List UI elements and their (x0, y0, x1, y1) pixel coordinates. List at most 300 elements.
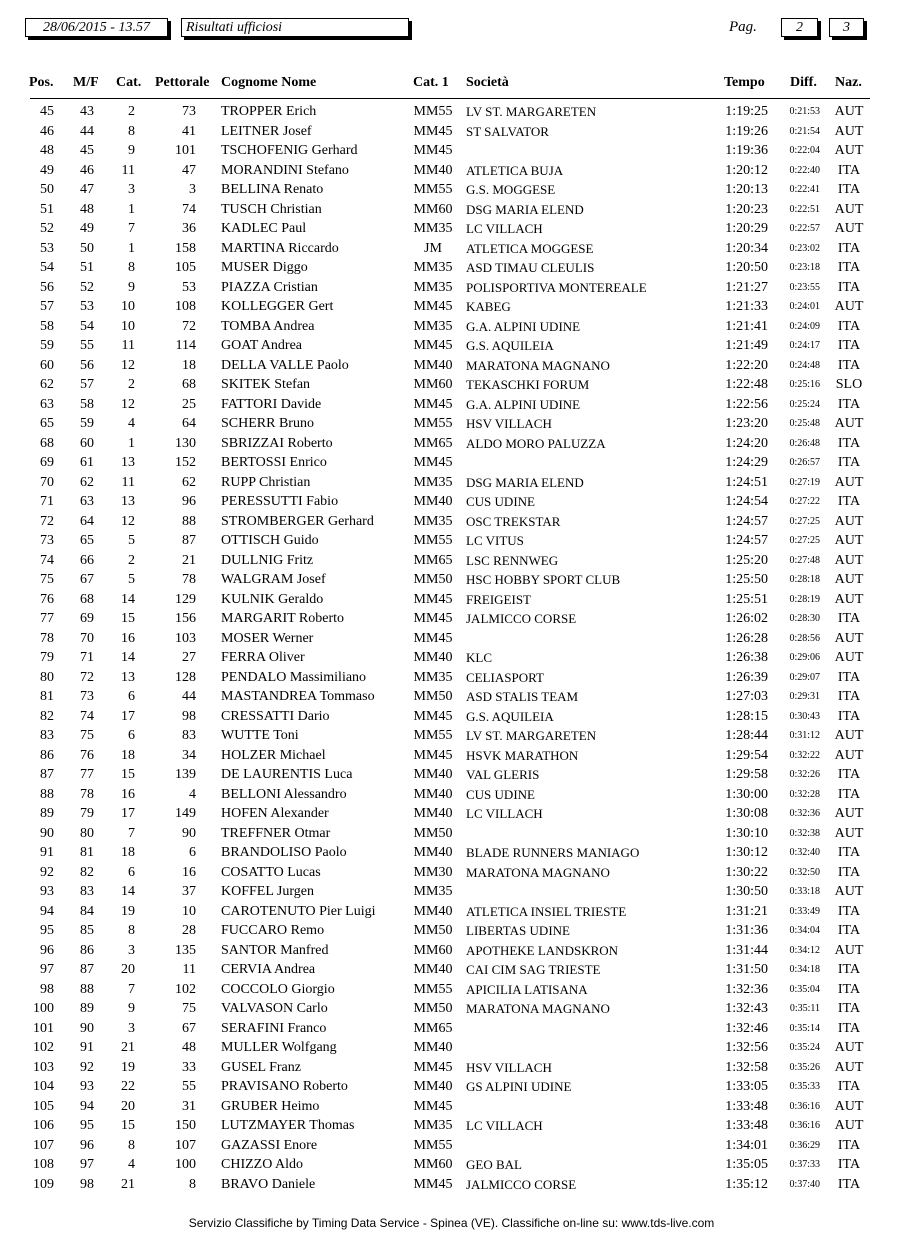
cell-cat1: MM65 (413, 435, 453, 451)
cell-cat: 1 (128, 435, 135, 451)
cell-club: APICILIA LATISANA (466, 981, 588, 997)
cell-club: ALDO MORO PALUZZA (466, 435, 606, 451)
cell-cat1: MM45 (413, 338, 453, 353)
cell-cat: 5 (128, 533, 135, 548)
cell-diff: 0:34:12 (789, 944, 820, 956)
table-row (0, 1039, 903, 1059)
cell-time: 1:31:21 (725, 903, 768, 919)
cell-nat: AUT (834, 533, 864, 548)
cell-pos: 76 (40, 591, 54, 607)
cell-bib: 68 (182, 377, 196, 392)
cell-club: CELIASPORT (466, 669, 544, 685)
cell-mf: 50 (80, 240, 94, 256)
cell-diff: 0:33:18 (789, 886, 820, 897)
cell-time: 1:30:50 (725, 884, 768, 899)
table-row (0, 727, 903, 747)
table-row (0, 454, 903, 474)
cell-mf: 85 (80, 923, 94, 938)
cell-diff: 0:24:09 (789, 320, 820, 332)
cell-club: ATLETICA BUJA (466, 162, 564, 178)
cell-pos: 68 (40, 435, 54, 451)
cell-nat: ITA (837, 1001, 861, 1016)
cell-diff: 0:21:54 (789, 125, 820, 137)
cell-name: CAROTENUTO Pier Luigi (221, 903, 376, 919)
cell-time: 1:24:20 (725, 435, 768, 451)
cell-pos: 108 (33, 1157, 54, 1172)
cell-mf: 49 (80, 221, 94, 236)
cell-diff: 0:32:26 (789, 769, 820, 780)
cell-bib: 28 (182, 923, 196, 938)
cell-diff: 0:27:22 (789, 496, 820, 507)
cell-club: KLC (466, 650, 492, 665)
table-row (0, 571, 903, 591)
cell-name: CRESSATTI Dario (221, 708, 330, 724)
cell-mf: 68 (80, 591, 94, 607)
cell-cat: 19 (121, 903, 135, 919)
cell-mf: 48 (80, 201, 94, 217)
cell-nat: AUT (834, 728, 864, 743)
cell-cat1: MM40 (413, 494, 453, 509)
col-nat: Naz. (835, 75, 862, 90)
col-bib: Pettorale (155, 75, 210, 90)
cell-pos: 53 (40, 240, 54, 256)
cell-time: 1:24:57 (725, 513, 768, 529)
cell-bib: 73 (182, 104, 196, 119)
cell-name: OTTISCH Guido (221, 533, 319, 548)
cell-time: 1:30:10 (725, 825, 768, 841)
cell-pos: 48 (40, 143, 54, 158)
cell-name: DE LAURENTIS Luca (221, 767, 353, 782)
table-row (0, 1020, 903, 1040)
cell-club: BLADE RUNNERS MANIAGO (466, 845, 640, 860)
cell-club: G.S. MOGGESE (466, 182, 556, 197)
cell-cat1: MM45 (413, 1176, 453, 1192)
cell-cat: 8 (128, 123, 135, 139)
cell-nat: AUT (834, 650, 864, 665)
cell-cat1: MM50 (413, 689, 453, 704)
cell-cat: 4 (128, 1157, 135, 1172)
cell-nat: ITA (837, 318, 861, 334)
cell-diff: 0:23:55 (789, 281, 820, 293)
cell-name: KADLEC Paul (221, 221, 307, 236)
cell-time: 1:33:48 (725, 1118, 768, 1133)
cell-mf: 88 (80, 981, 94, 997)
cell-nat: AUT (834, 825, 864, 841)
table-row (0, 552, 903, 572)
cell-cat: 14 (121, 884, 135, 899)
cell-time: 1:23:20 (725, 416, 768, 431)
cell-pos: 80 (40, 669, 54, 685)
table-row (0, 279, 903, 299)
table-row (0, 922, 903, 942)
cell-club: LSC RENNWEG (466, 552, 559, 568)
cell-cat1: MM40 (413, 357, 453, 373)
table-row (0, 1117, 903, 1137)
cell-bib: 48 (182, 1040, 196, 1055)
table-row (0, 591, 903, 611)
cell-name: FERRA Oliver (221, 650, 305, 665)
cell-cat: 10 (121, 299, 135, 314)
cell-name: DELLA VALLE Paolo (221, 357, 349, 373)
cell-name: HOFEN Alexander (221, 806, 329, 821)
cell-cat: 11 (121, 474, 135, 490)
cell-cat1: MM40 (413, 903, 453, 919)
cell-cat: 9 (128, 279, 135, 295)
cell-cat: 12 (121, 396, 135, 412)
cell-diff: 0:35:24 (789, 1042, 820, 1053)
cell-cat1: MM35 (413, 221, 453, 236)
cell-bib: 88 (182, 513, 196, 529)
table-row (0, 630, 903, 650)
table-row (0, 961, 903, 981)
cell-cat: 22 (121, 1079, 135, 1094)
cell-pos: 81 (40, 689, 54, 704)
cell-diff: 0:27:48 (789, 554, 820, 566)
table-header (0, 75, 903, 95)
cell-pos: 50 (40, 182, 54, 197)
cell-diff: 0:21:53 (789, 106, 820, 117)
cell-nat: ITA (837, 1137, 861, 1153)
cell-name: HOLZER Michael (221, 747, 326, 763)
cell-mf: 81 (80, 845, 94, 860)
cell-time: 1:24:57 (725, 533, 768, 548)
cell-cat1: MM40 (413, 845, 453, 860)
cell-cat1: MM35 (413, 318, 453, 334)
cell-cat1: MM35 (413, 260, 453, 275)
cell-diff: 0:36:29 (789, 1139, 820, 1151)
cell-club: G.A. ALPINI UDINE (466, 396, 581, 412)
cell-cat: 5 (128, 572, 135, 587)
cell-diff: 0:32:28 (789, 788, 820, 800)
cell-cat: 16 (121, 786, 135, 802)
cell-bib: 36 (182, 221, 196, 236)
cell-nat: ITA (837, 279, 861, 295)
cell-bib: 114 (175, 338, 196, 353)
cell-cat1: MM30 (413, 864, 453, 880)
cell-diff: 0:35:11 (789, 1003, 820, 1014)
cell-nat: ITA (837, 1079, 861, 1094)
cell-diff: 0:25:24 (789, 398, 820, 410)
cell-mf: 53 (80, 299, 94, 314)
cell-mf: 96 (80, 1137, 94, 1153)
table-row (0, 766, 903, 786)
cell-club: G.S. AQUILEIA (466, 708, 554, 724)
cell-cat1: MM35 (413, 513, 453, 529)
cell-time: 1:26:38 (725, 650, 768, 665)
table-row (0, 1000, 903, 1020)
cell-pos: 72 (40, 513, 54, 529)
cell-club: DSG MARIA ELEND (466, 201, 584, 217)
cell-bib: 158 (175, 240, 196, 256)
cell-pos: 73 (40, 533, 54, 548)
page-label: Pag. (729, 19, 757, 35)
cell-diff: 0:35:26 (789, 1061, 820, 1073)
cell-cat: 15 (121, 1118, 135, 1133)
cell-name: BELLINA Renato (221, 182, 324, 197)
col-cat1: Cat. 1 (413, 75, 449, 90)
cell-nat: AUT (834, 572, 864, 587)
cell-diff: 0:28:19 (789, 593, 820, 605)
cell-cat: 17 (121, 806, 135, 821)
table-row (0, 786, 903, 806)
cell-diff: 0:34:04 (789, 925, 820, 936)
cell-time: 1:20:13 (725, 182, 768, 197)
cell-time: 1:32:46 (725, 1020, 768, 1036)
cell-nat: AUT (834, 1059, 864, 1075)
table-row (0, 435, 903, 455)
cell-bib: 135 (175, 942, 196, 958)
cell-bib: 149 (175, 806, 196, 821)
cell-mf: 82 (80, 864, 94, 880)
cell-time: 1:21:27 (725, 279, 768, 295)
cell-time: 1:19:25 (725, 104, 768, 119)
cell-time: 1:22:56 (725, 396, 768, 412)
table-row (0, 1137, 903, 1157)
cell-cat1: MM50 (413, 825, 453, 841)
cell-club: JALMICCO CORSE (466, 1176, 577, 1192)
cell-time: 1:22:20 (725, 357, 768, 373)
table-row (0, 708, 903, 728)
cell-mf: 97 (80, 1157, 94, 1172)
cell-pos: 63 (40, 396, 54, 412)
table-row (0, 825, 903, 845)
col-name: Cognome Nome (221, 75, 317, 90)
cell-pos: 77 (40, 611, 54, 626)
cell-name: TSCHOFENIG Gerhard (221, 143, 358, 158)
cell-bib: 102 (175, 981, 196, 997)
cell-cat1: MM40 (413, 1079, 453, 1094)
cell-club: POLISPORTIVA MONTEREALE (466, 279, 647, 295)
cell-nat: ITA (837, 182, 861, 197)
table-row (0, 513, 903, 533)
cell-bib: 67 (182, 1020, 196, 1036)
cell-time: 1:26:39 (725, 669, 768, 685)
cell-bib: 6 (189, 845, 196, 860)
cell-club: ATLETICA INSIEL TRIESTE (466, 903, 627, 919)
cell-bib: 4 (189, 786, 196, 802)
cell-bib: 98 (182, 708, 196, 724)
cell-bib: 55 (182, 1079, 196, 1094)
cell-nat: AUT (834, 201, 864, 217)
cell-cat1: MM45 (413, 708, 453, 724)
cell-cat1: MM45 (413, 1059, 453, 1075)
cell-diff: 0:24:48 (789, 359, 820, 371)
cell-nat: AUT (834, 474, 864, 490)
cell-name: COCCOLO Giorgio (221, 981, 335, 997)
cell-cat1: MM40 (413, 767, 453, 782)
cell-cat1: MM55 (413, 416, 453, 431)
cell-club: LV ST. MARGARETEN (466, 728, 597, 743)
results-title: Risultati ufficiosi (181, 18, 409, 37)
cell-diff: 0:34:18 (789, 964, 820, 975)
cell-diff: 0:28:30 (789, 613, 820, 624)
cell-club: CAI CIM SAG TRIESTE (466, 962, 601, 977)
cell-name: PIAZZA Cristian (221, 279, 318, 295)
cell-bib: 31 (182, 1098, 196, 1114)
cell-bib: 150 (175, 1118, 196, 1133)
cell-pos: 109 (33, 1176, 54, 1192)
cell-name: KOLLEGGER Gert (221, 299, 334, 314)
cell-name: GUSEL Franz (221, 1059, 301, 1075)
cell-mf: 65 (80, 533, 94, 548)
cell-pos: 101 (33, 1020, 54, 1036)
cell-cat: 14 (121, 650, 135, 665)
cell-pos: 79 (40, 650, 54, 665)
cell-cat1: MM45 (413, 1098, 453, 1114)
cell-bib: 74 (182, 201, 196, 217)
cell-cat1: MM55 (413, 182, 453, 197)
cell-club: G.S. AQUILEIA (466, 338, 554, 353)
cell-club: MARATONA MAGNANO (466, 864, 610, 880)
cell-name: KULNIK Geraldo (221, 591, 324, 607)
cell-diff: 0:29:07 (789, 671, 820, 683)
cell-name: GRUBER Heimo (221, 1098, 320, 1114)
cell-bib: 8 (189, 1176, 196, 1192)
table-row (0, 162, 903, 182)
cell-time: 1:32:36 (725, 981, 768, 997)
cell-pos: 62 (40, 377, 54, 392)
cell-cat: 13 (121, 669, 135, 685)
cell-club: LC VILLACH (466, 806, 543, 821)
cell-club: CUS UDINE (466, 786, 535, 802)
cell-cat1: MM55 (413, 728, 453, 743)
cell-bib: 129 (175, 591, 196, 607)
cell-cat1: MM55 (413, 1137, 453, 1153)
cell-diff: 0:35:14 (789, 1022, 820, 1034)
cell-cat1: MM40 (413, 650, 453, 665)
cell-mf: 98 (80, 1176, 94, 1192)
cell-club: CUS UDINE (466, 494, 535, 509)
cell-diff: 0:32:40 (789, 847, 820, 858)
cell-mf: 80 (80, 825, 94, 841)
cell-time: 1:32:43 (725, 1001, 768, 1016)
cell-cat1: MM45 (413, 299, 453, 314)
cell-club: HSC HOBBY SPORT CLUB (466, 572, 621, 587)
cell-diff: 0:29:06 (789, 652, 820, 663)
cell-time: 1:33:48 (725, 1098, 768, 1114)
cell-time: 1:34:01 (725, 1137, 768, 1153)
cell-diff: 0:29:31 (789, 691, 820, 702)
cell-time: 1:20:29 (725, 221, 768, 236)
cell-cat: 13 (121, 455, 135, 470)
cell-diff: 0:31:12 (789, 730, 820, 741)
col-diff: Diff. (790, 75, 817, 90)
cell-diff: 0:22:41 (789, 184, 820, 195)
cell-nat: AUT (834, 513, 864, 529)
cell-cat1: MM40 (413, 786, 453, 802)
cell-mf: 58 (80, 396, 94, 412)
cell-nat: ITA (837, 494, 861, 509)
cell-bib: 101 (175, 143, 196, 158)
cell-mf: 66 (80, 552, 94, 568)
cell-time: 1:19:26 (725, 123, 768, 139)
cell-diff: 0:33:49 (789, 905, 820, 917)
cell-cat: 8 (128, 1137, 135, 1153)
cell-pos: 94 (40, 903, 54, 919)
cell-mf: 75 (80, 728, 94, 743)
cell-nat: AUT (834, 104, 864, 119)
cell-club: VAL GLERIS (466, 767, 540, 782)
cell-mf: 62 (80, 474, 94, 490)
cell-name: BRANDOLISO Paolo (221, 845, 347, 860)
cell-mf: 87 (80, 962, 94, 977)
cell-cat: 4 (128, 416, 135, 431)
cell-mf: 46 (80, 162, 94, 178)
cell-bib: 90 (182, 825, 196, 841)
cell-mf: 57 (80, 377, 94, 392)
cell-name: MUSER Diggo (221, 260, 308, 275)
cell-club: ATLETICA MOGGESE (466, 240, 594, 256)
cell-bib: 108 (175, 299, 196, 314)
cell-pos: 69 (40, 455, 54, 470)
cell-cat1: MM55 (413, 533, 453, 548)
table-row (0, 844, 903, 864)
table-row (0, 669, 903, 689)
table-row (0, 318, 903, 338)
cell-time: 1:31:36 (725, 923, 768, 938)
cell-pos: 74 (40, 552, 54, 568)
cell-nat: ITA (837, 338, 861, 353)
cell-nat: ITA (837, 396, 861, 412)
cell-cat: 9 (128, 1001, 135, 1016)
table-row (0, 376, 903, 396)
cell-time: 1:32:56 (725, 1040, 768, 1055)
cell-cat1: MM35 (413, 669, 453, 685)
table-row (0, 220, 903, 240)
cell-time: 1:19:36 (725, 143, 768, 158)
cell-bib: 130 (175, 435, 196, 451)
cell-cat1: MM45 (413, 455, 453, 470)
cell-time: 1:33:05 (725, 1079, 768, 1094)
cell-time: 1:20:23 (725, 201, 768, 217)
cell-bib: 25 (182, 396, 196, 412)
cell-pos: 83 (40, 728, 54, 743)
cell-name: LEITNER Josef (221, 123, 312, 139)
cell-name: SERAFINI Franco (221, 1020, 327, 1036)
cell-pos: 87 (40, 767, 54, 782)
cell-pos: 54 (40, 260, 54, 275)
cell-bib: 105 (175, 260, 196, 275)
cell-mf: 95 (80, 1118, 94, 1133)
cell-bib: 47 (182, 162, 196, 178)
cell-name: PRAVISANO Roberto (221, 1079, 348, 1094)
cell-bib: 72 (182, 318, 196, 334)
cell-name: STROMBERGER Gerhard (221, 513, 374, 529)
cell-mf: 79 (80, 806, 94, 821)
cell-club: APOTHEKE LANDSKRON (466, 942, 619, 958)
cell-nat: AUT (834, 123, 864, 139)
cell-cat1: MM55 (413, 104, 453, 119)
cell-bib: 3 (189, 182, 196, 197)
table-row (0, 298, 903, 318)
cell-mf: 59 (80, 416, 94, 431)
cell-nat: ITA (837, 455, 861, 470)
table-row (0, 259, 903, 279)
cell-pos: 88 (40, 786, 54, 802)
col-pos: Pos. (29, 75, 54, 90)
cell-bib: 11 (182, 962, 196, 977)
cell-mf: 71 (80, 650, 94, 665)
cell-time: 1:32:58 (725, 1059, 768, 1075)
table-row (0, 864, 903, 884)
cell-pos: 104 (33, 1079, 54, 1094)
cell-diff: 0:26:57 (789, 457, 820, 468)
cell-time: 1:30:08 (725, 806, 768, 821)
cell-nat: AUT (834, 1040, 864, 1055)
cell-diff: 0:24:01 (789, 301, 820, 312)
cell-mf: 69 (80, 611, 94, 626)
cell-name: GOAT Andrea (221, 338, 303, 353)
